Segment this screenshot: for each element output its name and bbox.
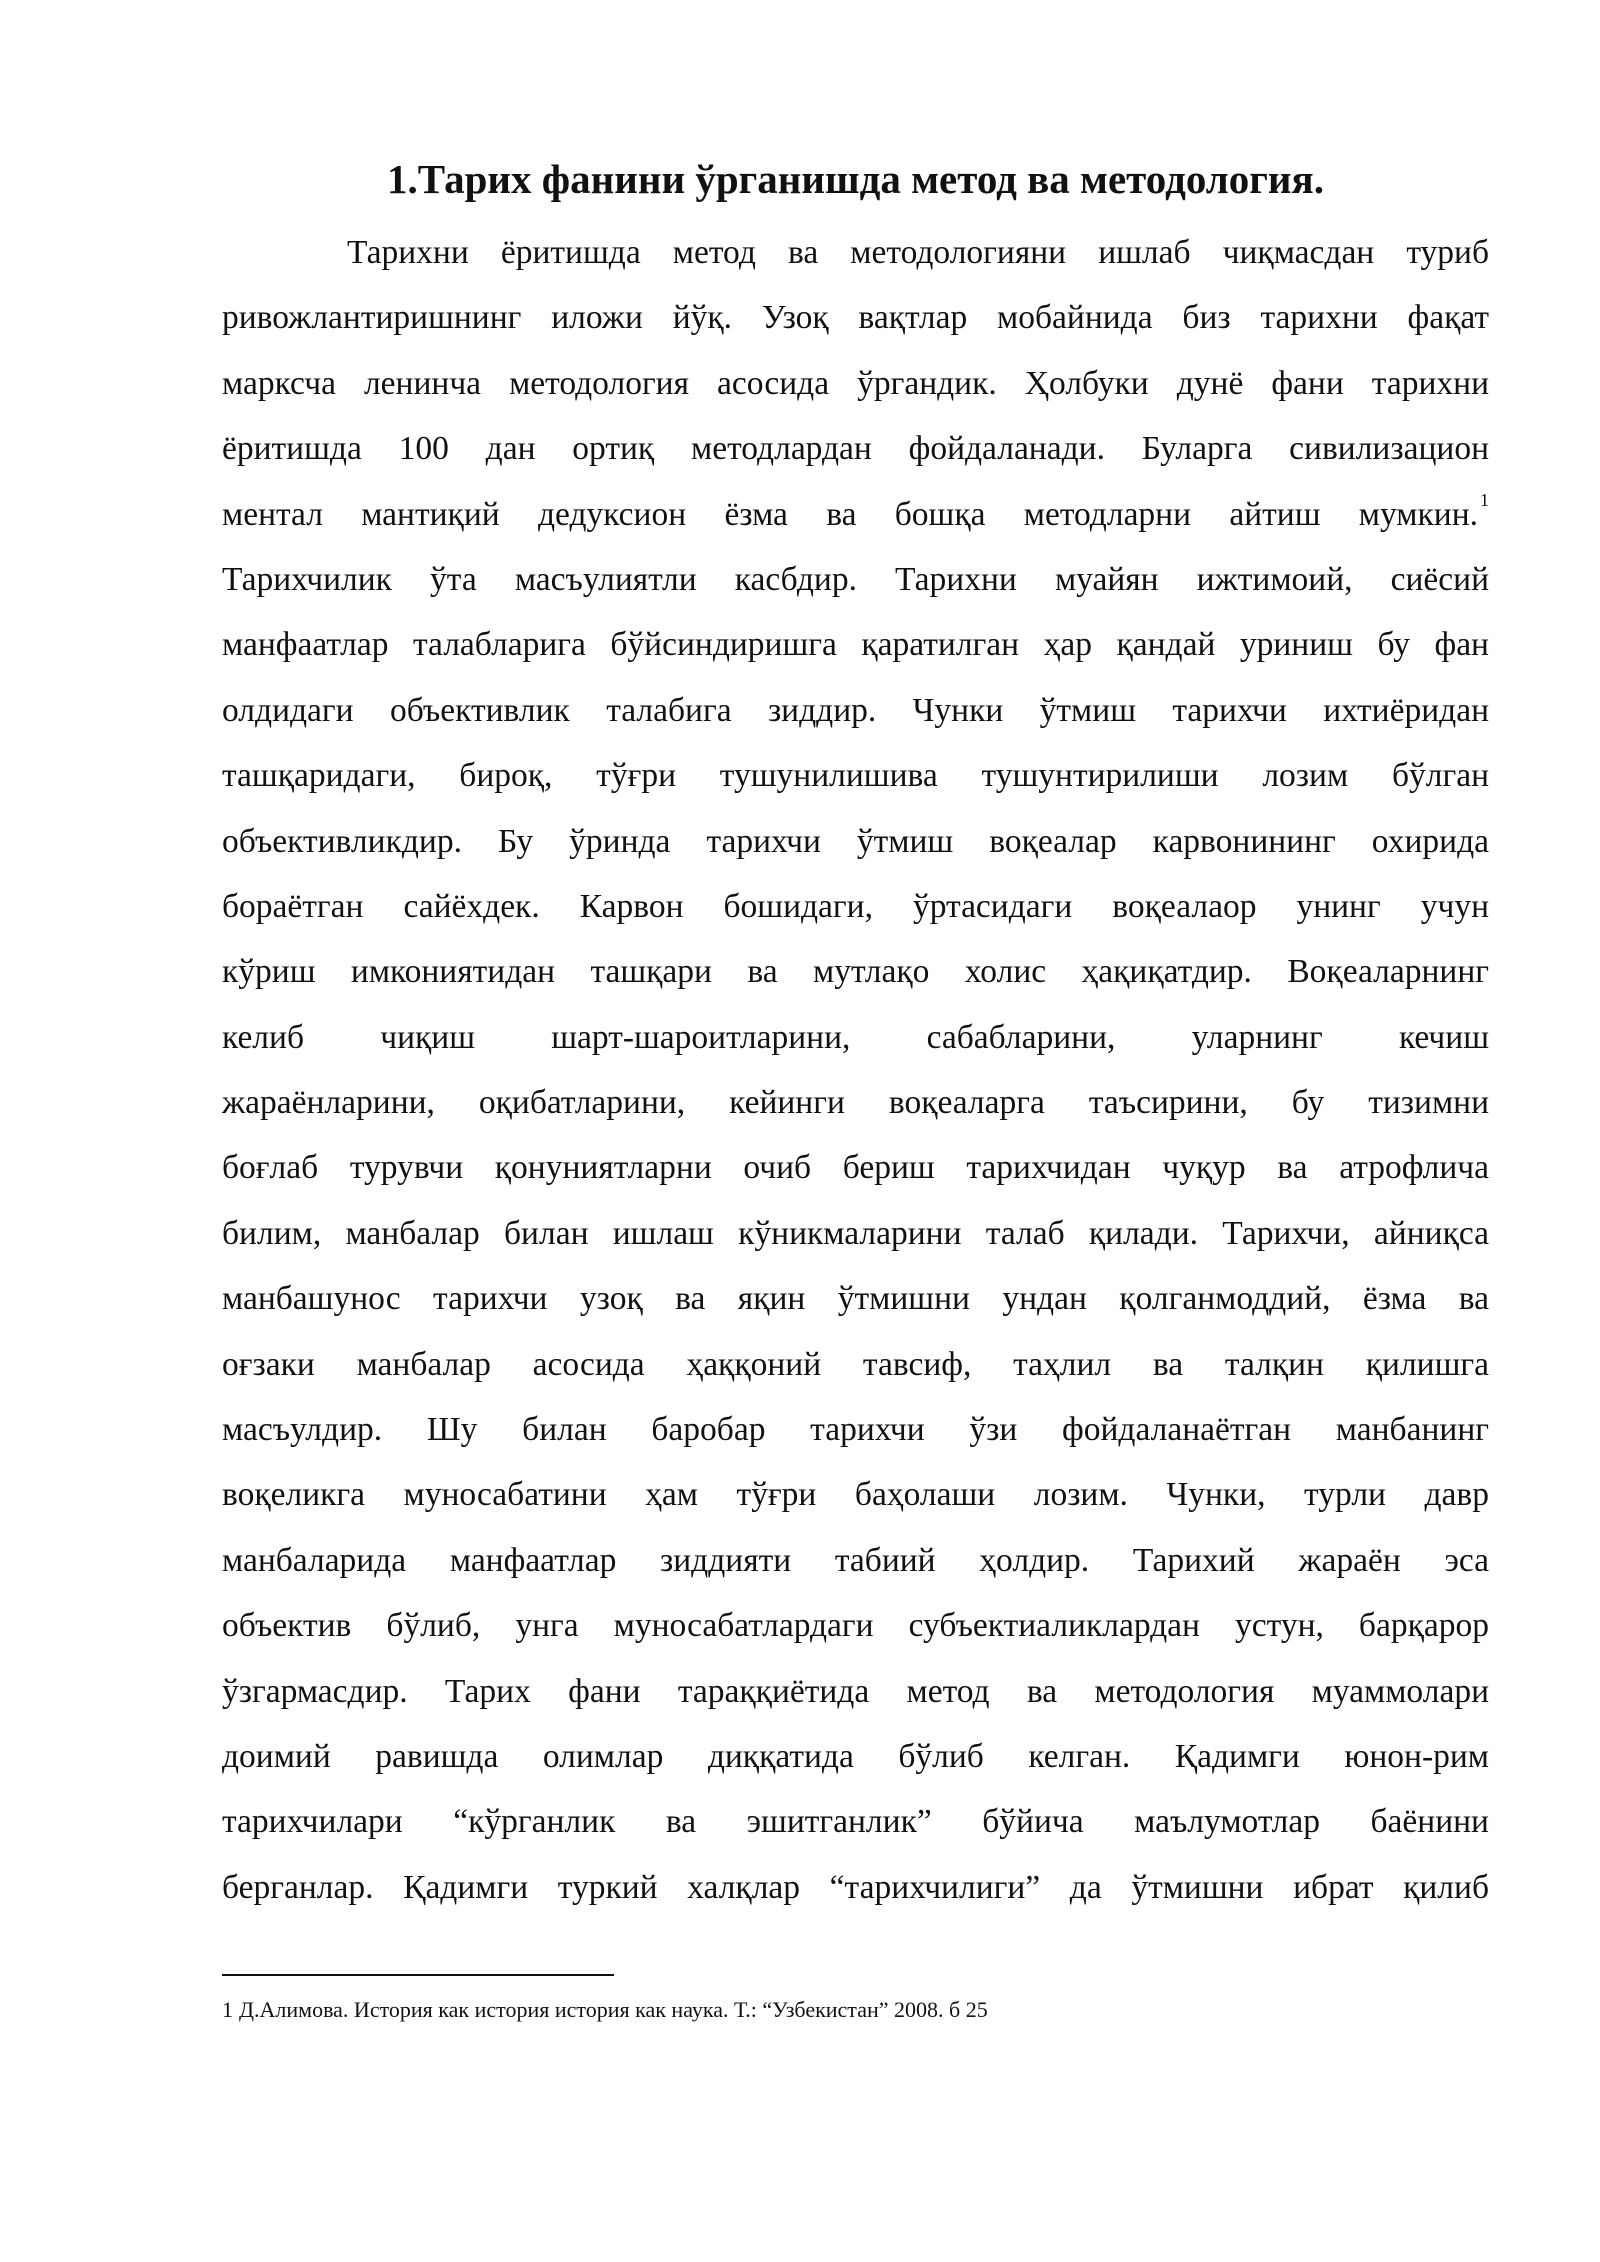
text-line: келиб чиқиш шарт-шароитларини, сабабларини, уларнинг кечиш [222, 1018, 1489, 1056]
text-line: Тарихни ёритишда метод ва методологияни ишлаб чиқмасдан туриб [347, 234, 1489, 271]
text-line: билим, манбалар билан ишлаш кўникмаларини талаб қилади. Тарихчи, айниқса [222, 1214, 1489, 1252]
text-line: воқеликга муносабатини ҳам тўғри баҳолаши лозим. Чунки, турли давр [222, 1476, 1489, 1514]
page-title: 1.Тарих фанини ўрганишда метод ва методология. [387, 156, 1324, 202]
text-line: кўриш имкониятидан ташқари ва мутлақо холис ҳақиқатдир. Воқеаларнинг [222, 953, 1489, 991]
text-line: манбашунос тарихчи узоқ ва яқин ўтмишни ундан қолганмоддий, ёзма ва [222, 1280, 1489, 1318]
footnote-separator [222, 1974, 614, 1976]
text-line: доимий равишда олимлар диққатида бўлиб келган. Қадимги юнон-рим [222, 1737, 1489, 1775]
text-line: бораётган сайёхдек. Карвон бошидаги, ўртасидаги воқеалаор унинг учун [222, 887, 1489, 925]
text-line: ёритишда 100 дан ортиқ методлардан фойдаланади. Буларга сивилизацион [222, 430, 1489, 468]
text-line-content: ментал мантиқий дедуксион ёзма ва бошқа методларни айтиш мумкин. [222, 495, 1478, 533]
text-line: объектив бўлиб, унга муносабатлардаги субъектиаликлардан устун, барқарор [222, 1607, 1489, 1645]
text-line: марксча ленинча методология асосида ўргандик. Ҳолбуки дунё фани тарихни [222, 364, 1489, 402]
footnote-text: Д.Алимова. История как история история как наука. Т.: “Узбекистан” 2008. б 25 [239, 1997, 988, 2022]
text-line: олдидаги объективлик талабига зиддир. Чунки ўтмиш тарихчи ихтиёридан [222, 691, 1489, 729]
footnote [222, 1995, 1489, 2025]
footnote-number: 1 [222, 1997, 233, 2022]
text-line-with-footnote [222, 482, 1489, 547]
text-line: оғзаки манбалар асосида ҳаққоний тавсиф, таҳлил ва талқин қилишга [222, 1345, 1489, 1383]
text-line: берганлар. Қадимги туркий халқлар “тарихчилиги” да ўтмишни ибрат қилиб [222, 1868, 1489, 1906]
text-line: ўзгармасдир. Тарих фани тараққиётида метод ва методология муаммолари [222, 1672, 1489, 1710]
text-line: ривожлантиришнинг иложи йўқ. Узоқ вақтлар мобайнида биз тарихни фақат [222, 299, 1489, 337]
text-line: манфаатлар талабларига бўйсиндиришга қаратилган ҳар қандай уриниш бу фан [222, 626, 1489, 664]
text-line: масъулдир. Шу билан баробар тарихчи ўзи фойдаланаётган манбанинг [222, 1411, 1489, 1449]
text-line: манбаларида манфаатлар зиддияти табиий ҳолдир. Тарихий жараён эса [222, 1541, 1489, 1579]
text-line: жараёнларини, оқибатларини, кейинги воқеаларга таъсирини, бу тизимни [222, 1084, 1489, 1122]
text-line: боғлаб турувчи қонуниятларни очиб бериш тарихчидан чуқур ва атрофлича [222, 1149, 1489, 1187]
text-line: Тарихчилик ўта масъулиятли касбдир. Тарихни муайян ижтимоий, сиёсий [222, 560, 1489, 598]
footnote-reference[interactable]: 1 [1480, 490, 1489, 511]
text-line: объективликдир. Бу ўринда тарихчи ўтмиш воқеалар карвонининг охирида [222, 822, 1489, 860]
text-line: ташқаридаги, бироқ, тўғри тушунилишива тушунтирилиши лозим бўлган [222, 757, 1489, 795]
body-paragraph [222, 220, 1489, 1920]
text-line: тарихчилари “кўрганлик ва эшитганлик” бўйича маълумотлар баёнини [222, 1803, 1489, 1841]
